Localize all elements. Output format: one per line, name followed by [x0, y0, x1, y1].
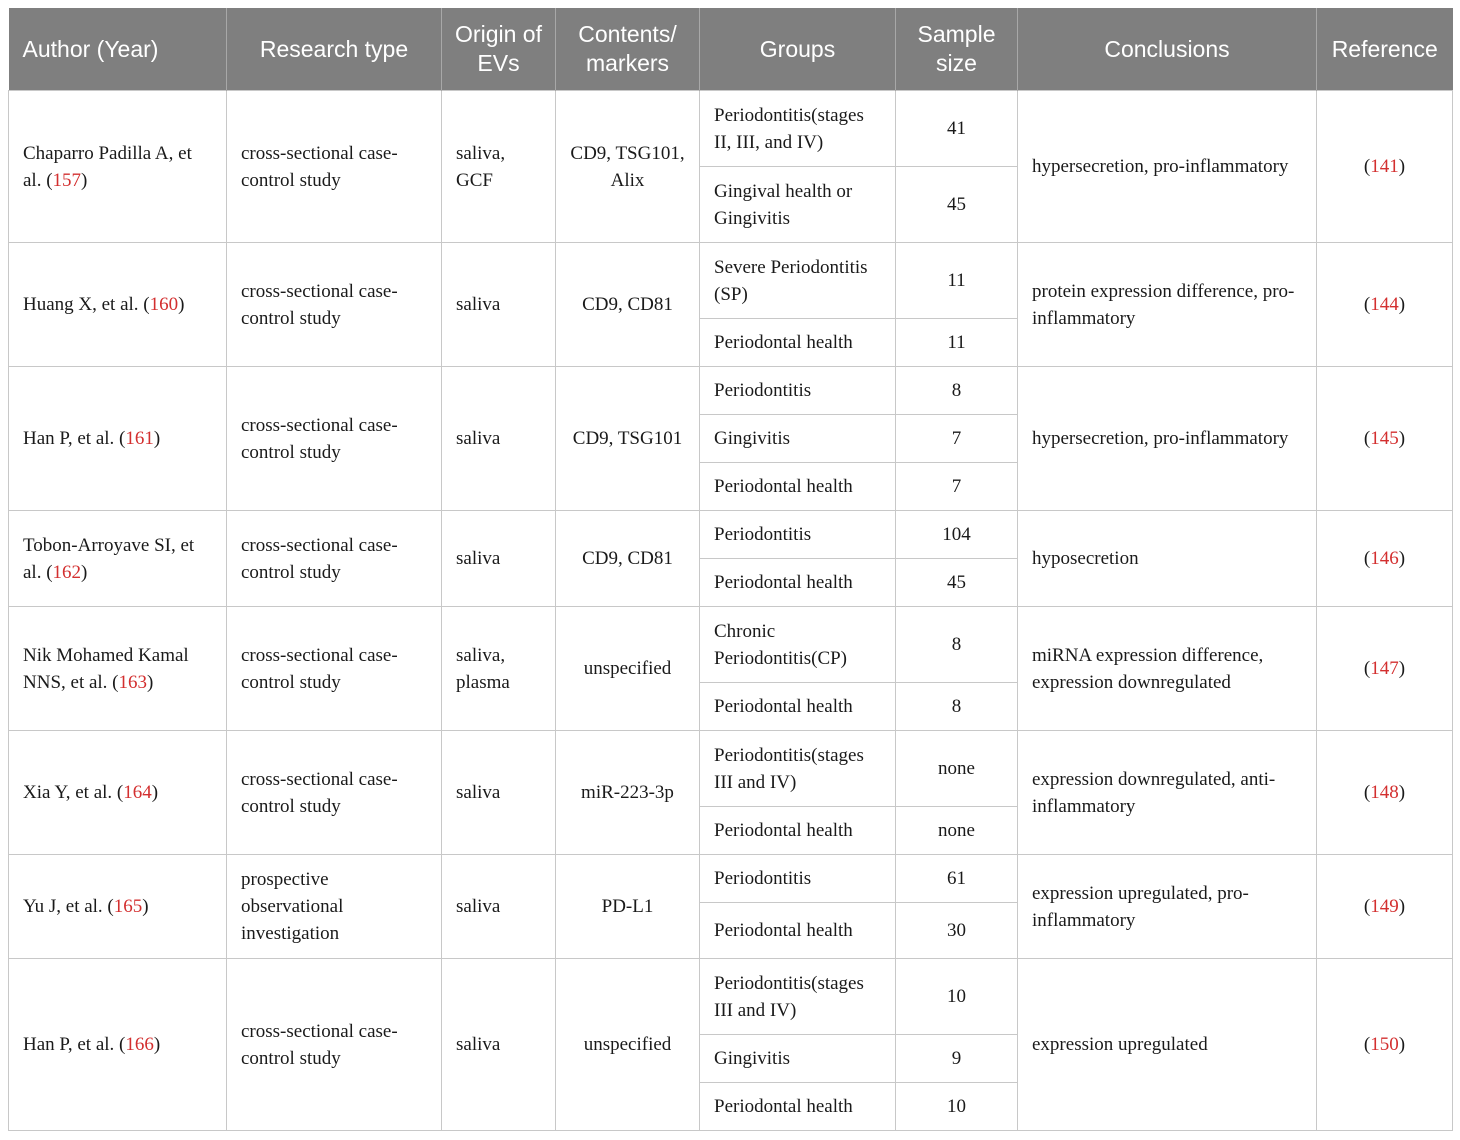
- table-row: [9, 243, 1453, 319]
- sample-size-cell: none: [896, 731, 1018, 807]
- sample-size-cell: 8: [896, 367, 1018, 415]
- group-name-cell: Chronic Periodontitis(CP): [700, 607, 896, 683]
- origin-cell: saliva: [442, 731, 556, 855]
- reference-cell-text: (: [1363, 294, 1371, 315]
- research-type-cell: prospective observational investigation: [227, 855, 442, 959]
- markers-cell: CD9, TSG101: [556, 367, 700, 511]
- reference-cell-text: (: [1363, 896, 1371, 917]
- group-name-cell: Periodontitis(stages II, III, and IV): [700, 91, 896, 167]
- origin-cell: saliva: [442, 855, 556, 959]
- citation-link[interactable]: 157: [52, 169, 82, 191]
- author-cell-close: ): [147, 671, 154, 693]
- group-name-cell: Periodontitis: [700, 511, 896, 559]
- sample-size-cell: 45: [896, 559, 1018, 607]
- table-container: [8, 8, 1453, 1131]
- group-name-cell: Periodontal health: [700, 903, 896, 959]
- sample-size-cell: 61: [896, 855, 1018, 903]
- group-name-cell: Gingival health or Gingivitis: [700, 167, 896, 243]
- reference-cell: [1317, 91, 1453, 243]
- header-author: Author (Year): [9, 8, 227, 91]
- group-name-cell: Gingivitis: [700, 415, 896, 463]
- author-cell-text: Yu J, et al. (: [23, 896, 114, 917]
- reference-cell: [1317, 243, 1453, 367]
- group-name-cell: Periodontitis: [700, 367, 896, 415]
- reference-cell-close: ): [1398, 658, 1406, 679]
- reference-cell-text: (: [1363, 1034, 1371, 1055]
- author-cell-close: ): [81, 561, 88, 583]
- sample-size-cell: none: [896, 807, 1018, 855]
- markers-cell: CD9, CD81: [556, 511, 700, 607]
- citation-link[interactable]: 145: [1370, 428, 1399, 449]
- reference-cell-close: ): [1398, 1034, 1406, 1055]
- group-name-cell: Periodontal health: [700, 559, 896, 607]
- group-name-cell: Periodontitis: [700, 855, 896, 903]
- citation-link[interactable]: 165: [113, 896, 143, 917]
- group-name-cell: Periodontal health: [700, 1083, 896, 1131]
- research-type-cell: cross-sectional case-control study: [227, 243, 442, 367]
- citation-link[interactable]: 162: [52, 561, 82, 583]
- citation-link[interactable]: 148: [1370, 782, 1399, 803]
- author-cell-text: Nik Mohamed Kamal NNS, et al. (: [23, 644, 189, 693]
- table-row: [9, 959, 1453, 1035]
- sample-size-cell: 30: [896, 903, 1018, 959]
- reference-cell-close: ): [1398, 896, 1406, 917]
- citation-link[interactable]: 150: [1370, 1034, 1399, 1055]
- author-cell-text: Chaparro Padilla A, et al. (: [23, 142, 192, 191]
- author-cell: [9, 731, 227, 855]
- reference-cell-close: ): [1398, 294, 1406, 315]
- author-cell: [9, 243, 227, 367]
- group-name-cell: Periodontal health: [700, 319, 896, 367]
- author-cell: [9, 511, 227, 607]
- sample-size-cell: 8: [896, 607, 1018, 683]
- author-cell-text: Huang X, et al. (: [23, 294, 150, 315]
- sample-size-cell: 9: [896, 1035, 1018, 1083]
- citation-link[interactable]: 144: [1370, 294, 1399, 315]
- ev-studies-table: [8, 8, 1453, 1131]
- reference-cell-close: ): [1398, 428, 1406, 449]
- group-name-cell: Periodontal health: [700, 463, 896, 511]
- header-research-type: Research type: [227, 8, 442, 91]
- sample-size-cell: 8: [896, 683, 1018, 731]
- author-cell: [9, 91, 227, 243]
- markers-cell: CD9, CD81: [556, 243, 700, 367]
- research-type-cell: cross-sectional case-control study: [227, 607, 442, 731]
- author-cell-text: Xia Y, et al. (: [23, 782, 124, 803]
- sample-size-cell: 10: [896, 1083, 1018, 1131]
- origin-cell: saliva: [442, 511, 556, 607]
- group-name-cell: Periodontal health: [700, 807, 896, 855]
- table-row: [9, 855, 1453, 903]
- group-name-cell: Periodontitis(stages III and IV): [700, 959, 896, 1035]
- research-type-cell: cross-sectional case-control study: [227, 91, 442, 243]
- reference-cell: [1317, 959, 1453, 1131]
- header-sample-size: Sample size: [896, 8, 1018, 91]
- markers-cell: unspecified: [556, 959, 700, 1131]
- markers-cell: miR-223-3p: [556, 731, 700, 855]
- citation-link[interactable]: 147: [1370, 658, 1399, 679]
- citation-link[interactable]: 161: [125, 428, 154, 449]
- origin-cell: saliva: [442, 243, 556, 367]
- author-cell: [9, 367, 227, 511]
- sample-size-cell: 10: [896, 959, 1018, 1035]
- origin-cell: saliva: [442, 367, 556, 511]
- author-cell-close: ): [153, 428, 161, 449]
- sample-size-cell: 41: [896, 91, 1018, 167]
- research-type-cell: cross-sectional case-control study: [227, 511, 442, 607]
- sample-size-cell: 7: [896, 415, 1018, 463]
- reference-cell: [1317, 511, 1453, 607]
- citation-link[interactable]: 160: [149, 294, 179, 315]
- table-body: [9, 91, 1453, 1131]
- author-cell-close: ): [178, 294, 185, 315]
- group-name-cell: Severe Periodontitis (SP): [700, 243, 896, 319]
- author-cell-text: Han P, et al. (: [23, 428, 126, 449]
- header-markers: Contents/ markers: [556, 8, 700, 91]
- table-row: [9, 511, 1453, 559]
- author-cell-text: Han P, et al. (: [23, 1034, 126, 1055]
- table-row: [9, 367, 1453, 415]
- reference-cell-text: (: [1363, 782, 1371, 803]
- table-row: [9, 91, 1453, 167]
- reference-cell-close: ): [1398, 156, 1406, 177]
- conclusions-cell: expression upregulated, pro-inflammatory: [1018, 855, 1317, 959]
- conclusions-cell: hyposecretion: [1018, 511, 1317, 607]
- author-cell-close: ): [151, 782, 159, 803]
- author-cell-close: ): [81, 169, 88, 191]
- citation-link[interactable]: 163: [118, 671, 148, 693]
- author-cell-close: ): [142, 896, 149, 917]
- citation-link[interactable]: 141: [1370, 156, 1399, 177]
- reference-cell: [1317, 731, 1453, 855]
- conclusions-cell: protein expression difference, pro-inflammatory: [1018, 243, 1317, 367]
- header-conclusions: Conclusions: [1018, 8, 1317, 91]
- citation-link[interactable]: 146: [1370, 548, 1399, 569]
- reference-cell-close: ): [1398, 548, 1406, 569]
- header-row: [9, 8, 1453, 91]
- research-type-cell: cross-sectional case-control study: [227, 731, 442, 855]
- markers-cell: PD-L1: [556, 855, 700, 959]
- group-name-cell: Gingivitis: [700, 1035, 896, 1083]
- citation-link[interactable]: 149: [1370, 896, 1399, 917]
- sample-size-cell: 11: [896, 243, 1018, 319]
- author-cell: [9, 607, 227, 731]
- reference-cell-text: (: [1363, 156, 1371, 177]
- header-groups: Groups: [700, 8, 896, 91]
- group-name-cell: Periodontitis(stages III and IV): [700, 731, 896, 807]
- conclusions-cell: miRNA expression difference, expression downregulated: [1018, 607, 1317, 731]
- origin-cell: saliva: [442, 959, 556, 1131]
- research-type-cell: cross-sectional case-control study: [227, 959, 442, 1131]
- reference-cell: [1317, 855, 1453, 959]
- conclusions-cell: expression upregulated: [1018, 959, 1317, 1131]
- author-cell-close: ): [153, 1034, 161, 1055]
- reference-cell-text: (: [1363, 548, 1371, 569]
- reference-cell: [1317, 607, 1453, 731]
- conclusions-cell: expression downregulated, anti-inflammatory: [1018, 731, 1317, 855]
- author-cell-text: Tobon-Arroyave SI, et al. (: [23, 534, 195, 583]
- header-reference: Reference: [1317, 8, 1453, 91]
- markers-cell: CD9, TSG101, Alix: [556, 91, 700, 243]
- reference-cell: [1317, 367, 1453, 511]
- citation-link[interactable]: 166: [125, 1034, 154, 1055]
- sample-size-cell: 7: [896, 463, 1018, 511]
- origin-cell: saliva, plasma: [442, 607, 556, 731]
- table-row: [9, 731, 1453, 807]
- author-cell: [9, 959, 227, 1131]
- header-origin: Origin of EVs: [442, 8, 556, 91]
- table-row: [9, 607, 1453, 683]
- origin-cell: saliva, GCF: [442, 91, 556, 243]
- conclusions-cell: hypersecretion, pro-inflammatory: [1018, 91, 1317, 243]
- citation-link[interactable]: 164: [123, 782, 152, 803]
- reference-cell-text: (: [1363, 658, 1371, 679]
- reference-cell-close: ): [1398, 782, 1406, 803]
- sample-size-cell: 104: [896, 511, 1018, 559]
- reference-cell-text: (: [1363, 428, 1371, 449]
- research-type-cell: cross-sectional case-control study: [227, 367, 442, 511]
- sample-size-cell: 11: [896, 319, 1018, 367]
- markers-cell: unspecified: [556, 607, 700, 731]
- sample-size-cell: 45: [896, 167, 1018, 243]
- group-name-cell: Periodontal health: [700, 683, 896, 731]
- author-cell: [9, 855, 227, 959]
- conclusions-cell: hypersecretion, pro-inflammatory: [1018, 367, 1317, 511]
